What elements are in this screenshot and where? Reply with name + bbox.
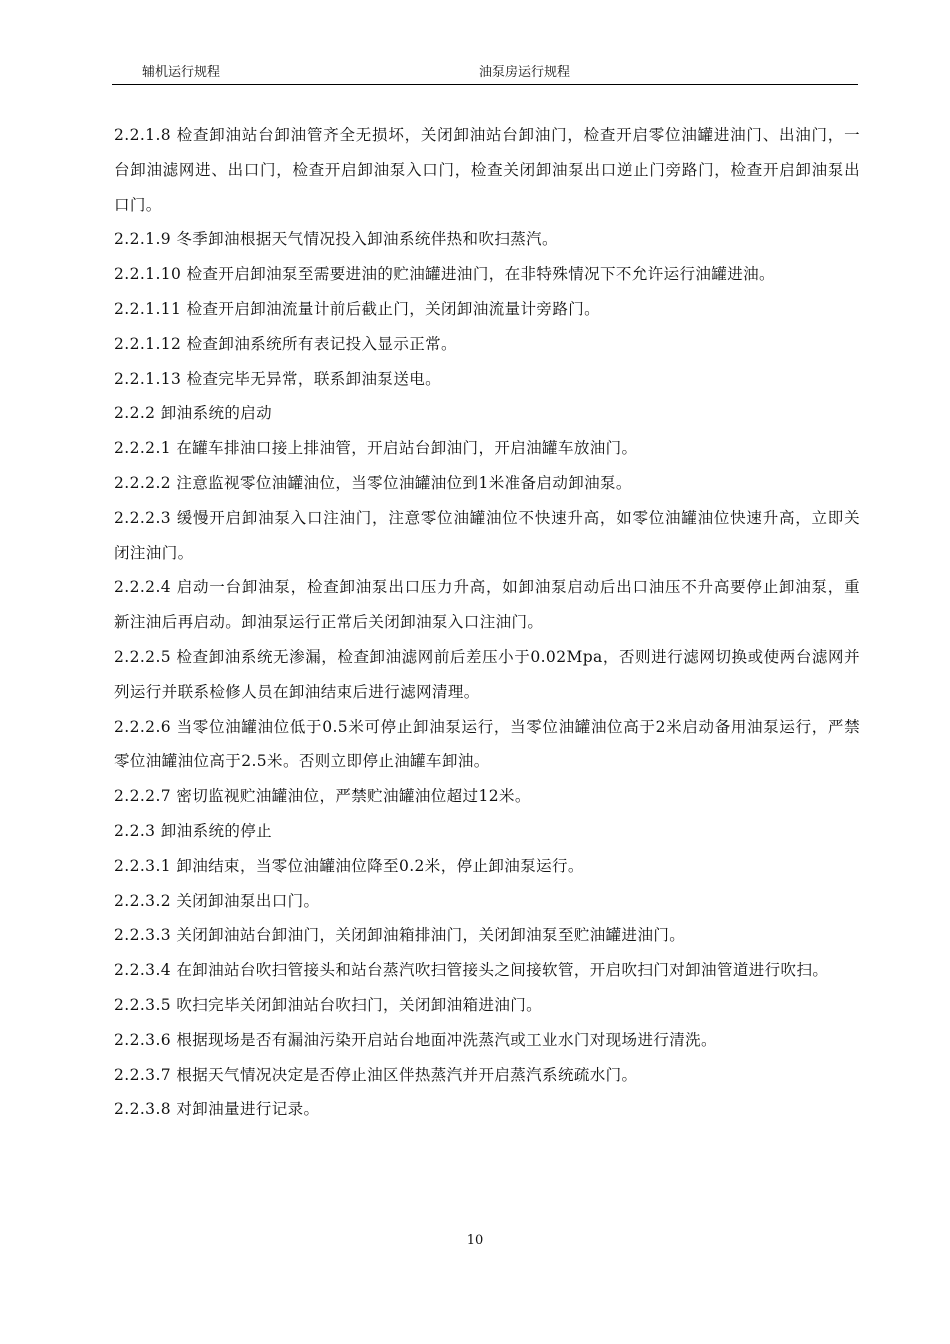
- paragraph: 2.2.2.3 缓慢开启卸油泵入口注油门，注意零位油罐油位不快速升高，如零位油罐油位快速升高，立即关闭注油门。: [114, 508, 860, 562]
- paragraph: 2.2.3.7 根据天气情况决定是否停止油区伴热蒸汽并开启蒸汽系统疏水门。: [114, 1065, 638, 1084]
- paragraph: 2.2.1.13 检查完毕无异常，联系卸油泵送电。: [114, 369, 442, 388]
- paragraph: 2.2.2.6 当零位油罐油位低于0.5米可停止卸油泵运行，当零位油罐油位高于2米启动备用油泵运行，严禁零位油罐油位高于2.5米。否则立即停止油罐车卸油。: [114, 717, 860, 771]
- document-body: [114, 118, 860, 1127]
- section-heading: 2.2.2 卸油系统的启动: [114, 404, 273, 423]
- paragraph: 2.2.3.2 关闭卸油泵出口门。: [114, 891, 320, 910]
- paragraph: 2.2.2.2 注意监视零位油罐油位，当零位油罐油位到1米准备启动卸油泵。: [114, 473, 632, 492]
- paragraph: 2.2.1.8 检查卸油站台卸油管齐全无损坏，关闭卸油站台卸油门，检查开启零位油罐进油门、出油门，一台卸油滤网进、出口门，检查开启卸油泵入口门，检查关闭卸油泵出口逆止门旁路门，检查开启卸油泵出口门。: [114, 126, 860, 214]
- paragraph: 2.2.3.3 关闭卸油站台卸油门，关闭卸油箱排油门，关闭卸油泵至贮油罐进油门。: [114, 926, 686, 945]
- paragraph: 2.2.3.1 卸油结束，当零位油罐油位降至0.2米，停止卸油泵运行。: [114, 856, 584, 875]
- paragraph: 2.2.2.5 检查卸油系统无渗漏，检查卸油滤网前后差压小于0.02Mpa，否则进行滤网切换或使两台滤网并列运行并联系检修人员在卸油结束后进行滤网清理。: [114, 647, 860, 701]
- paragraph: 2.2.2.4 启动一台卸油泵，检查卸油泵出口压力升高，如卸油泵启动后出口油压不升高要停止卸油泵，重新注油后再启动。卸油泵运行正常后关闭卸油泵入口注油门。: [114, 578, 860, 632]
- header-center-title: 油泵房运行规程: [479, 65, 571, 80]
- page-number: 10: [466, 1233, 484, 1248]
- paragraph: 2.2.3.6 根据现场是否有漏油污染开启站台地面冲洗蒸汽或工业水门对现场进行清洗。: [114, 1030, 717, 1049]
- header-left-title: 辅机运行规程: [142, 65, 221, 80]
- paragraph: 2.2.3.5 吹扫完毕关闭卸油站台吹扫门，关闭卸油箱进油门。: [114, 995, 543, 1014]
- paragraph: 2.2.3.4 在卸油站台吹扫管接头和站台蒸汽吹扫管接头之间接软管，开启吹扫门对卸油管道进行吹扫。: [114, 961, 829, 980]
- section-heading: 2.2.3 卸油系统的停止: [114, 821, 273, 840]
- paragraph: 2.2.2.1 在罐车排油口接上排油管，开启站台卸油门，开启油罐车放油门。: [114, 439, 638, 458]
- paragraph: 2.2.1.10 检查开启卸油泵至需要进油的贮油罐进油门，在非特殊情况下不允许运行油罐进油。: [114, 265, 775, 284]
- paragraph: 2.2.3.8 对卸油量进行记录。: [114, 1100, 320, 1119]
- paragraph: 2.2.1.9 冬季卸油根据天气情况投入卸油系统伴热和吹扫蒸汽。: [114, 230, 558, 249]
- page-header: [112, 64, 858, 85]
- paragraph: 2.2.1.11 检查开启卸油流量计前后截止门，关闭卸油流量计旁路门。: [114, 299, 601, 318]
- paragraph: 2.2.1.12 检查卸油系统所有表记投入显示正常。: [114, 334, 457, 353]
- paragraph: 2.2.2.7 密切监视贮油罐油位，严禁贮油罐油位超过12米。: [114, 787, 531, 806]
